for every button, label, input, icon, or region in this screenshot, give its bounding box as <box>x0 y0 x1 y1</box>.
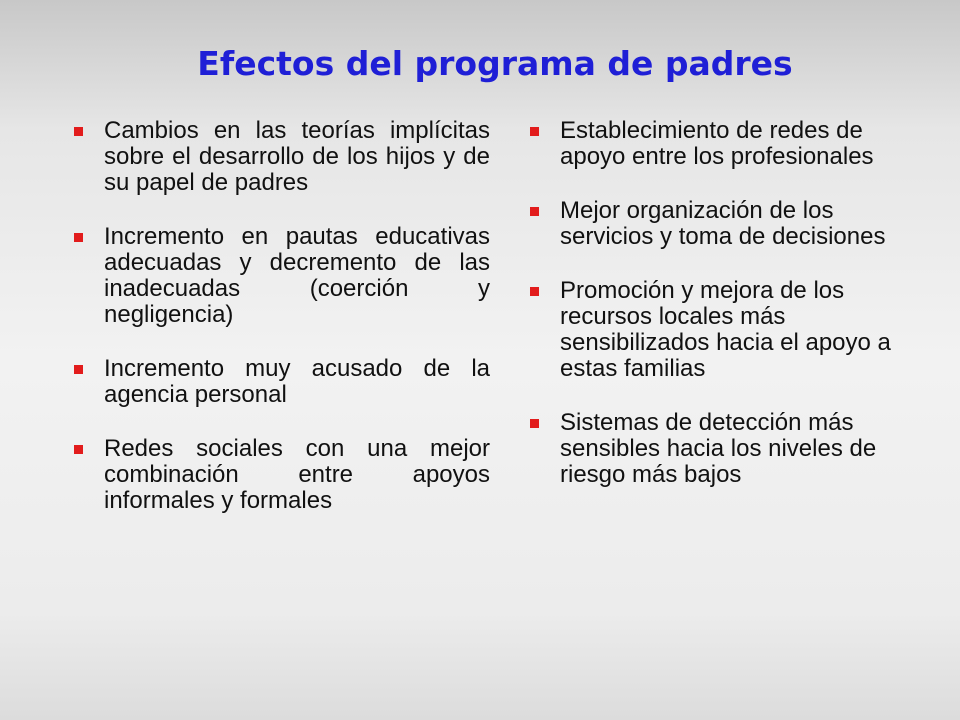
square-bullet-icon <box>530 287 539 296</box>
square-bullet-icon <box>74 233 83 242</box>
bullet-item-detection-systems <box>530 410 892 488</box>
bullet-text: Establecimiento de redes de apoyo entre los profesionales <box>560 117 874 170</box>
square-bullet-icon <box>530 419 539 428</box>
square-bullet-icon <box>530 207 539 216</box>
bullet-item-local-resources <box>530 278 892 382</box>
bullet-text: Promoción y mejora de los recursos locales más sensibilizados hacia el apoyo a estas familias <box>560 277 891 382</box>
bullet-text: Cambios en las teorías implícitas sobre el desarrollo de los hijos y de su papel de padres <box>104 117 490 196</box>
square-bullet-icon <box>74 365 83 374</box>
bullet-item-theories <box>74 118 490 196</box>
square-bullet-icon <box>530 127 539 136</box>
bullet-item-social-networks <box>74 436 490 514</box>
bullet-text: Incremento muy acusado de la agencia personal <box>104 355 490 408</box>
bullet-item-support-networks <box>530 118 892 170</box>
bullet-text: Incremento en pautas educativas adecuadas y decremento de las inadecuadas (coerción y negligencia) <box>104 223 490 328</box>
bullet-text: Redes sociales con una mejor combinación entre apoyos informales y formales <box>104 435 490 514</box>
bullet-item-personal-agency <box>74 356 490 408</box>
bullet-item-services-organization <box>530 198 892 250</box>
bullet-text: Sistemas de detección más sensibles hacia los niveles de riesgo más bajos <box>560 409 877 488</box>
bullet-text: Mejor organización de los servicios y toma de decisiones <box>560 197 886 250</box>
slide-title: Efectos del programa de padres <box>197 44 793 83</box>
left-bullet-list <box>74 118 490 514</box>
right-bullet-list <box>530 118 892 488</box>
square-bullet-icon <box>74 127 83 136</box>
square-bullet-icon <box>74 445 83 454</box>
bullet-item-educational-patterns <box>74 224 490 328</box>
